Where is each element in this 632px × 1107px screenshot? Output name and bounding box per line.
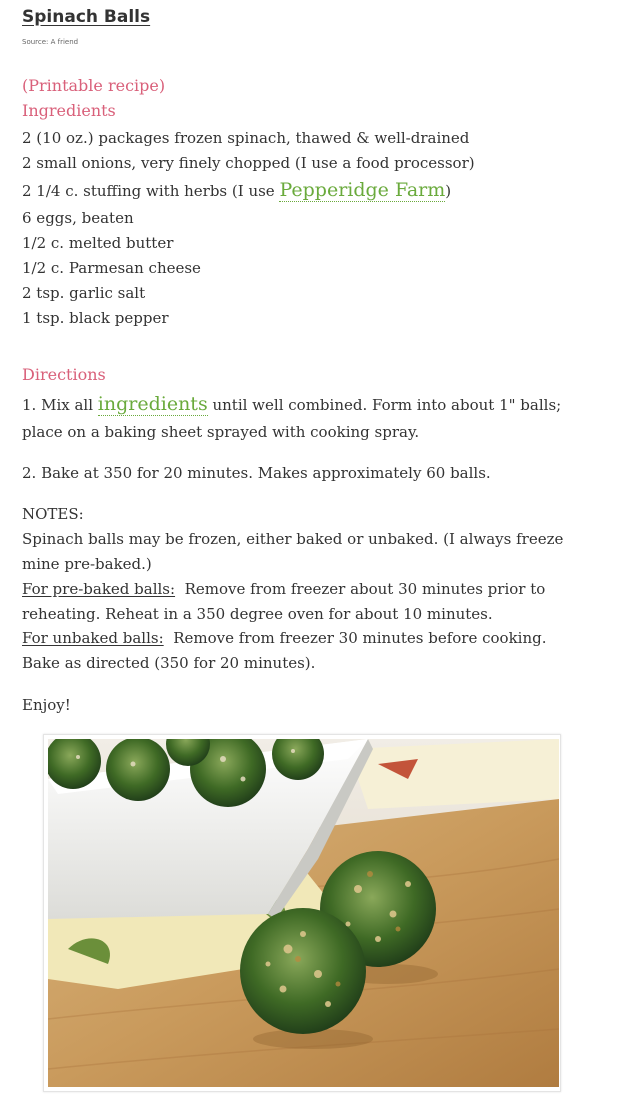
ingredient-stuffing	[22, 180, 451, 201]
ingredient-onions: 2 small onions, very finely chopped (I use a food processor)	[22, 154, 475, 172]
pepperidge-farm-link[interactable]: Pepperidge Farm	[279, 179, 446, 201]
notes-unbaked	[22, 628, 547, 648]
direction-step-2: 2. Bake at 350 for 20 minutes. Makes approximately 60 balls.	[22, 464, 491, 482]
ingredient-black-pepper: 1 tsp. black pepper	[22, 309, 169, 327]
ingredient-spinach: 2 (10 oz.) packages frozen spinach, thawed & well-drained	[22, 129, 470, 147]
notes-prebaked-line-2: reheating. Reheat in a 350 degree oven for about 10 minutes.	[22, 605, 493, 623]
direction-step-1-rest: until well combined. Form into about 1" balls;	[207, 396, 562, 414]
notes-line-2: mine pre-baked.)	[22, 555, 152, 573]
direction-step-1	[22, 394, 561, 415]
ingredients-heading: Ingredients	[22, 101, 116, 120]
unbaked-label: For unbaked balls:	[22, 629, 164, 647]
ingredient-eggs: 6 eggs, beaten	[22, 209, 134, 227]
recipe-source: Source: A friend	[22, 38, 79, 46]
direction-step-1-line-2: place on a baking sheet sprayed with cooking spray.	[22, 423, 420, 441]
notes-heading: NOTES:	[22, 505, 84, 523]
ingredient-stuffing-text: 2 1/4 c. stuffing with herbs (I use	[22, 182, 280, 200]
recipe-title: Spinach Balls	[22, 7, 151, 27]
ingredient-butter: 1/2 c. melted butter	[22, 234, 174, 252]
closing-enjoy: Enjoy!	[22, 696, 71, 714]
notes-prebaked	[22, 579, 545, 599]
notes-unbaked-line-2: Bake as directed (350 for 20 minutes).	[22, 654, 316, 672]
directions-heading: Directions	[22, 365, 106, 384]
direction-step-1-text: 1. Mix all	[22, 396, 98, 414]
recipe-photo-frame	[43, 734, 561, 1092]
notes-line-1: Spinach balls may be frozen, either baked or unbaked. (I always freeze	[22, 530, 564, 548]
printable-recipe-link[interactable]: (Printable recipe)	[22, 76, 166, 95]
ingredient-stuffing-close: )	[445, 182, 452, 200]
unbaked-text: Remove from freezer 30 minutes before cooking.	[163, 629, 547, 647]
prebaked-text: Remove from freezer about 30 minutes prior to	[175, 580, 546, 598]
prebaked-label: For pre-baked balls:	[22, 580, 176, 598]
ingredient-parmesan: 1/2 c. Parmesan cheese	[22, 259, 201, 277]
ingredients-link[interactable]: ingredients	[97, 393, 208, 415]
spinach-balls-photo	[48, 739, 559, 1087]
ingredient-garlic-salt: 2 tsp. garlic salt	[22, 284, 146, 302]
